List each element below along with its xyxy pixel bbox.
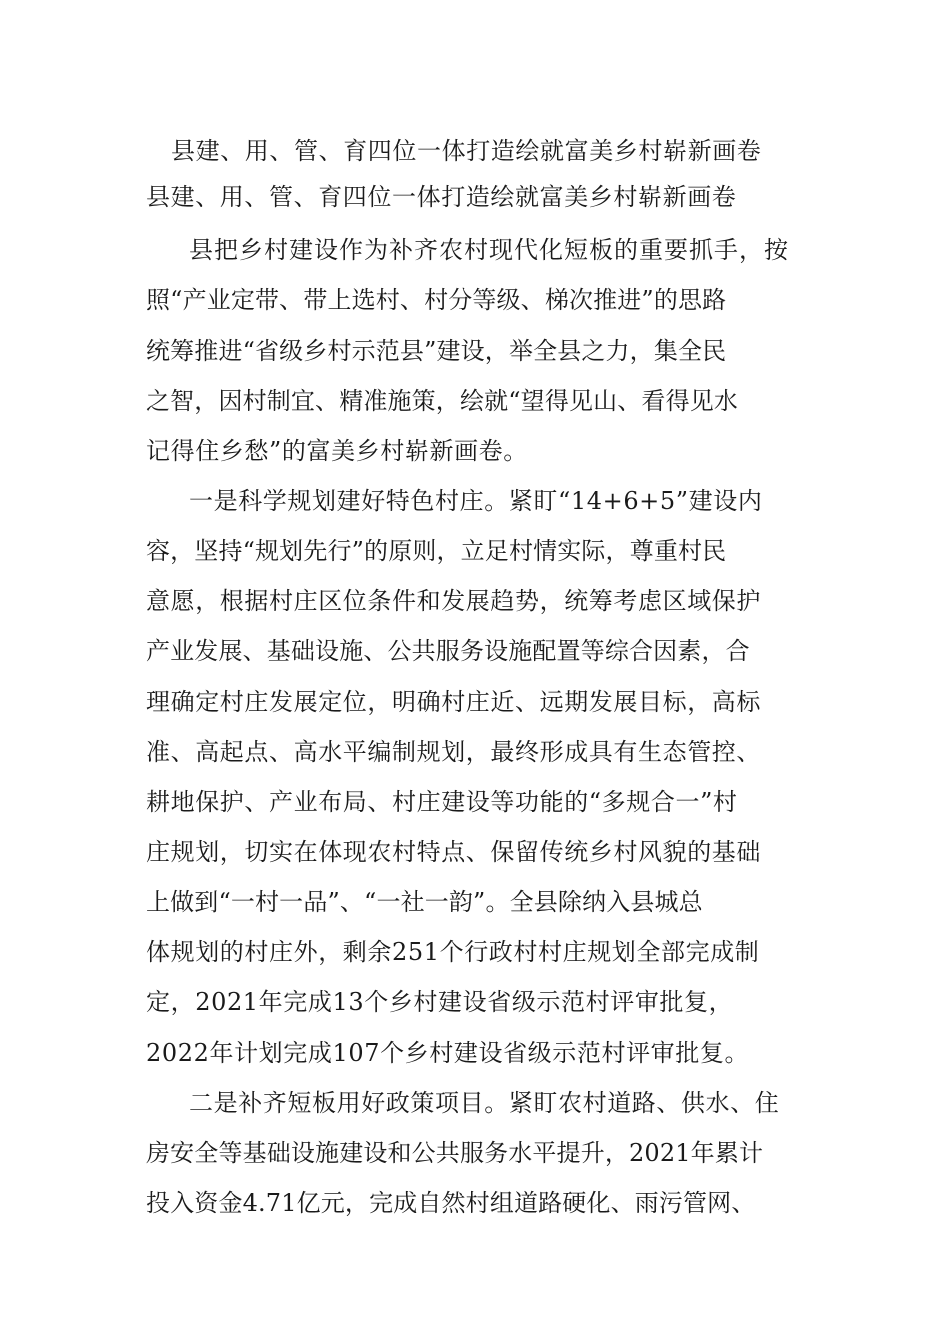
body-text-line: 理确定村庄发展定位，明确村庄近、远期发展目标，高标 [146,688,761,716]
body-text-line: 体规划的村庄外，剩余251个行政村村庄规划全部完成制 [146,938,760,966]
body-text-line: 上做到“一村一品”、“一社一韵”。全县除纳入县城总 [146,888,703,916]
body-text-line: 2022年计划完成107个乡村建设省级示范村评审批复。 [146,1039,750,1067]
body-text-line: 意愿，根据村庄区位条件和发展趋势，统筹考虑区域保护 [146,587,761,615]
body-text-line: 庄规划，切实在体现农村特点、保留传统乡村风貌的基础 [146,838,761,866]
body-text-line: 记得住乡愁”的富美乡村崭新画卷。 [146,437,528,465]
body-text-line: 耕地保护、产业布局、村庄建设等功能的“多规合一”村 [146,788,738,816]
document-title: 县建、用、管、育四位一体打造绘就富美乡村崭新画卷 [171,137,762,165]
body-text-line: 一是科学规划建好特色村庄。紧盯“14+6+5”建设内 [189,487,763,515]
body-text-line: 之智，因村制宜、精准施策，绘就“望得见山、看得见水 [146,387,739,415]
body-text-line: 产业发展、基础设施、公共服务设施配置等综合因素，合 [146,637,750,665]
document-subtitle: 县建、用、管、育四位一体打造绘就富美乡村崭新画卷 [146,183,737,211]
body-text-line: 统筹推进“省级乡村示范县”建设，举全县之力，集全民 [146,337,727,365]
body-text-line: 定，2021年完成13个乡村建设省级示范村评审批复， [146,988,734,1016]
body-text-line: 容，坚持“规划先行”的原则，立足村情实际，尊重村民 [146,537,727,565]
body-text-line: 投入资金4.71亿元，完成自然村组道路硬化、雨污管网、 [146,1189,756,1217]
body-text-line: 照“产业定带、带上选村、村分等级、梯次推进”的思路 [146,286,727,314]
body-text-line: 二是补齐短板用好政策项目。紧盯农村道路、供水、住 [189,1089,780,1117]
body-text-line: 准、高起点、高水平编制规划，最终形成具有生态管控、 [146,738,761,766]
body-text-line: 房安全等基础设施建设和公共服务水平提升，2021年累计 [146,1139,764,1167]
body-text-line: 县把乡村建设作为补齐农村现代化短板的重要抓手，按 [189,236,789,264]
